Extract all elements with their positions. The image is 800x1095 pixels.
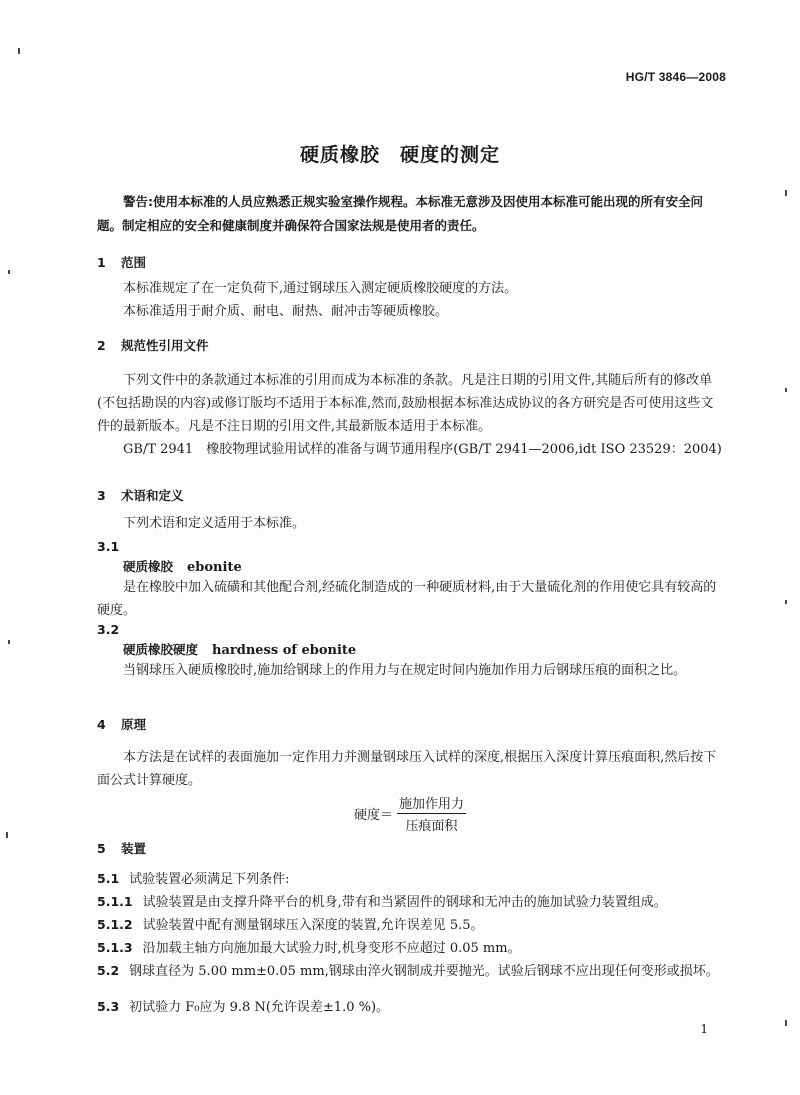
item-text: 试验装置必须满足下列条件:: [129, 872, 290, 887]
section-heading-apparatus: [97, 839, 146, 857]
section-title: 范围: [121, 255, 147, 270]
standard-code: HG/T 3846—2008: [625, 70, 726, 84]
item-text: 钢球直径为 5.00 mm±0.05 mm,钢球由淬火钢制成并要抛光。试验后钢球不应出现任何变形或损坏。: [129, 964, 719, 979]
item-text: 试验装置中配有测量钢球压入深度的装置,允许误差见 5.5。: [142, 918, 484, 933]
scan-speck: [785, 388, 787, 392]
title-part1: 硬质橡胶: [299, 144, 380, 166]
paragraph: 下列文件中的条款通过本标准的引用而成为本标准的条款。凡是注日期的引用文件,其随后所有的修改单(不包括勘误的内容)或修订版均不适用于本标准,然而,鼓励根据本标准达成协议的各方研究是否可使用这些文件的最新版本。凡是不注日期的引用文件,其最新版本适用于本标准。: [97, 373, 714, 434]
scan-speck: [18, 48, 20, 54]
scan-speck: [785, 1020, 787, 1026]
terms-intro: [97, 512, 723, 535]
section-number: 5: [97, 841, 106, 856]
section-title: 术语和定义: [121, 488, 184, 503]
item-text: 沿加载主轴方向施加最大试验力时,机身变形不应超过 0.05 mm。: [142, 941, 521, 956]
section-heading-normative-references: [97, 336, 209, 354]
paragraph: 下列术语和定义适用于本标准。: [123, 516, 306, 531]
scan-speck: [8, 640, 10, 644]
paragraph: 是在橡胶中加入硫磺和其他配合剂,经硫化制造成的一种硬质材料,由于大量硫化剂的作用使它具有较高的硬度。: [97, 580, 717, 618]
formula-fraction: [397, 793, 466, 834]
section-heading-principle: [97, 715, 146, 733]
section-body-principle: [97, 746, 723, 792]
term-chinese: 硬质橡胶: [123, 559, 174, 574]
section-title: 规范性引用文件: [121, 338, 209, 353]
apparatus-item: [97, 867, 723, 891]
term-definition: [97, 576, 723, 622]
item-text: 初试验力 F₀应为 9.8 N(允许误差±1.0 %)。: [129, 1000, 390, 1015]
item-number: 5.1.2: [97, 917, 133, 932]
document-title: [0, 140, 800, 167]
section-heading-terms: [97, 486, 184, 504]
section-number: 1: [97, 255, 106, 270]
section-body-normative-references: [97, 369, 723, 461]
term-number: 3.2: [97, 622, 120, 637]
item-number: 5.1.3: [97, 940, 133, 955]
section-number: 3: [97, 488, 106, 503]
term-english: ebonite: [187, 560, 242, 575]
item-number: 5.1: [97, 871, 120, 886]
term-chinese: 硬质橡胶硬度: [123, 642, 199, 657]
section-title: 原理: [121, 717, 147, 732]
formula-numerator: 施加作用力: [397, 793, 466, 814]
apparatus-item: [97, 995, 723, 1019]
apparatus-item: [97, 936, 723, 960]
page-number: 1: [700, 1022, 708, 1036]
section-number: 4: [97, 717, 106, 732]
term-english: hardness of ebonite: [212, 643, 357, 658]
hardness-formula: [354, 793, 466, 834]
apparatus-item: [97, 959, 723, 983]
paragraph: 本方法是在试样的表面施加一定作用力并测量钢球压入试样的深度,根据压入深度计算压痕面积,然后按下面公式计算硬度。: [97, 750, 717, 788]
formula-lhs: 硬度＝: [354, 808, 394, 823]
section-body-scope: [97, 277, 723, 323]
paragraph: 本标准适用于耐介质、耐电、耐热、耐冲击等硬质橡胶。: [123, 304, 449, 319]
reference-entry: GB/T 2941 橡胶物理试验用试样的准备与调节通用程序(GB/T 2941—2006,idt ISO 23529：2004): [123, 442, 722, 457]
section-title: 装置: [121, 841, 147, 856]
item-text: 试验装置是由支撑升降平台的机身,带有和当紧固件的钢球和无冲击的施加试验力装置组成。: [142, 895, 667, 910]
item-number: 5.3: [97, 999, 120, 1014]
scan-speck: [785, 190, 787, 196]
warning-text: 警告:使用本标准的人员应熟悉正规实验室操作规程。本标准无意涉及因使用本标准可能出现的所有安全问题。制定相应的安全和健康制度并确保符合国家法规是使用者的责任。: [97, 194, 704, 233]
section-number: 2: [97, 338, 106, 353]
term-entry: [123, 557, 242, 575]
paragraph: 当钢球压入硬质橡胶时,施加给钢球上的作用力与在规定时间内施加作用力后钢球压痕的面积之比。: [123, 663, 687, 678]
title-part2: 硬度的测定: [400, 144, 501, 166]
formula-denominator: 压痕面积: [405, 819, 458, 834]
term-entry: [123, 640, 356, 658]
scan-speck: [8, 270, 10, 274]
scan-speck: [785, 600, 787, 604]
apparatus-item: [97, 913, 723, 937]
scan-speck: [6, 832, 8, 838]
apparatus-item: [97, 890, 723, 914]
item-number: 5.2: [97, 963, 120, 978]
paragraph: 本标准规定了在一定负荷下,通过钢球压入测定硬质橡胶硬度的方法。: [123, 281, 518, 296]
term-number: 3.1: [97, 539, 120, 554]
item-number: 5.1.1: [97, 894, 133, 909]
term-definition: [97, 659, 723, 682]
section-heading-scope: [97, 253, 146, 271]
